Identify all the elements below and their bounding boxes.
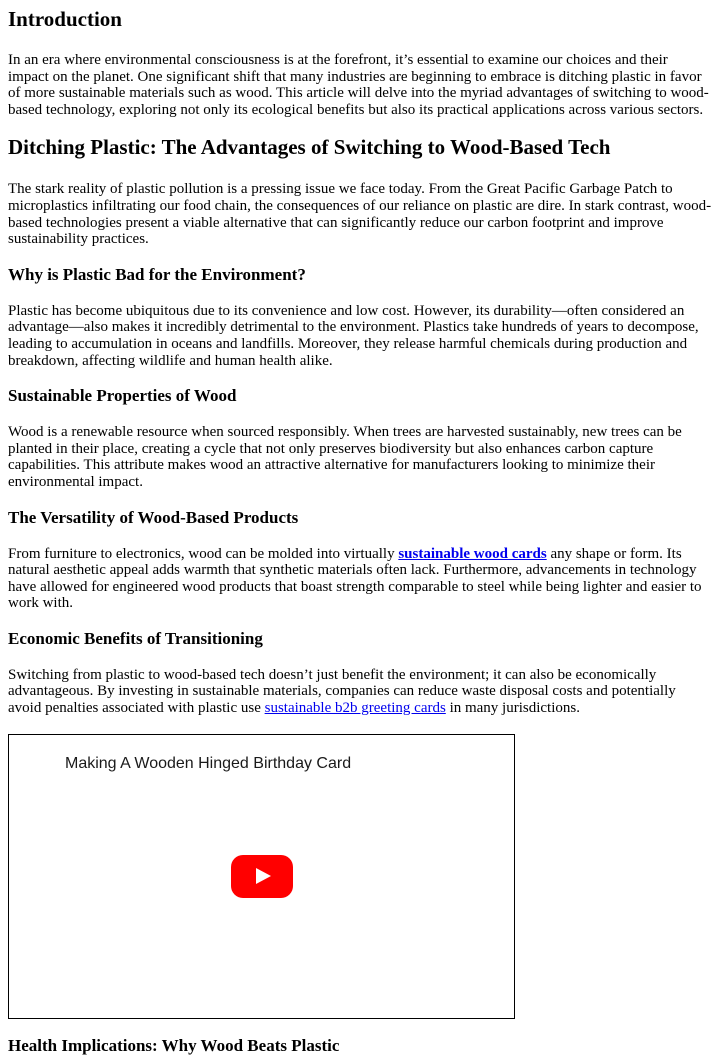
versatility-paragraph: [8, 546, 712, 612]
plastic-bad-paragraph: Plastic has become ubiquitous due to its convenience and low cost. However, its durability—often considered an advantage—also makes it incredibly detrimental to the environment. Plastics take hundreds of years to decompose, leading to accumulation in oceans and landfills. Moreover, they release harmful chemicals during production and breakdown, affecting wildlife and human health alike.: [8, 302, 699, 369]
sustainable-b2b-greeting-cards-link[interactable]: sustainable b2b greeting cards: [264, 700, 446, 717]
plastic-bad-heading: Why is Plastic Bad for the Environment?: [8, 264, 306, 284]
economic-text-before: Switching from plastic to wood-based tech doesn’t just benefit the environment; it can also be economically advantageous. By investing in sustainable materials, companies can reduce waste disposal costs and potentially avoid penalties associated with plastic use: [8, 666, 676, 717]
economic-text-after: in many jurisdictions.: [445, 700, 580, 717]
play-button[interactable]: [231, 855, 293, 898]
wood-properties-paragraph: Wood is a renewable resource when sourced responsibly. When trees are harvested sustainably, new trees can be planted in their place, creating a cycle that not only preserves biodiversity but also enhances carbon capture capabilities. This attribute makes wood an attractive alternative for manufacturers looking to minimize their environmental impact.: [8, 424, 682, 490]
article: [0, 7, 712, 1056]
versatility-text-before: From furniture to electronics, wood can be molded into virtually: [8, 545, 399, 562]
versatility-text-after: any shape or form. Its natural aesthetic appeal adds warmth that synthetic materials often lack. Furthermore, advancements in technology have allowed for engineered wood products that boast strength comparable to steel while being lighter and easier to work with.: [8, 545, 702, 612]
versatility-heading: The Versatility of Wood-Based Products: [8, 507, 299, 527]
health-heading: Health Implications: Why Wood Beats Plastic: [8, 1035, 340, 1055]
wood-properties-heading: Sustainable Properties of Wood: [8, 386, 237, 406]
video-title[interactable]: Making A Wooden Hinged Birthday Card: [65, 754, 352, 772]
main-paragraph: The stark reality of plastic pollution is a pressing issue we face today. From the Great Pacific Garbage Patch to microplastics infiltrating our food chain, the consequences of our reliance on plastic are dire. In stark contrast, wood-based technologies present a viable alternative that can significantly reduce our carbon footprint and improve sustainability practices.: [8, 181, 712, 248]
video-embed[interactable]: [8, 734, 515, 1019]
sustainable-wood-cards-link[interactable]: sustainable wood cards: [398, 545, 547, 562]
play-icon: [256, 868, 271, 884]
economic-paragraph: [8, 667, 712, 717]
intro-heading: Introduction: [8, 7, 122, 31]
main-heading: Ditching Plastic: The Advantages of Switching to Wood-Based Tech: [8, 135, 611, 160]
economic-heading: Economic Benefits of Transitioning: [8, 628, 263, 648]
intro-paragraph: In an era where environmental consciousness is at the forefront, it’s essential to examine our choices and their impact on the planet. One significant shift that many industries are beginning to embrace is ditching plastic in favor of more sustainable materials such as wood. This article will delve into the myriad advantages of switching to wood-based technology, exploring not only its ecological benefits but also its practical applications across various sectors.: [8, 52, 709, 118]
